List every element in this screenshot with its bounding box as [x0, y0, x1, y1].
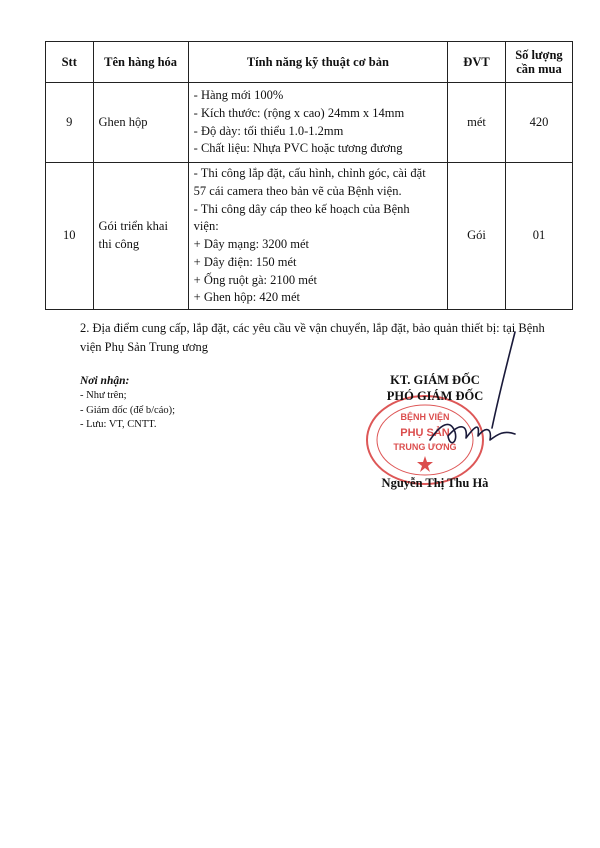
spec-line: - Kích thước: (rộng x cao) 24mm x 14mm	[193, 105, 405, 120]
spec-line: 57 cái camera theo bản vẽ của Bệnh viện.	[193, 183, 402, 198]
spec-line: - Chất liệu: Nhựa PVC hoặc tương đương	[193, 141, 403, 156]
stamp-line1: BỆNH VIỆN	[400, 412, 450, 422]
spec-line: + Ống ruột gà: 2100 mét	[193, 272, 318, 287]
header-spec: Tính năng kỹ thuật cơ bản	[188, 42, 447, 83]
header-name: Tên hàng hóa	[93, 42, 188, 83]
row-unit: Gói	[448, 163, 506, 310]
header-stt: Stt	[46, 42, 94, 83]
header-qty	[505, 42, 572, 83]
spec-line: + Ghen hộp: 420 mét	[193, 290, 301, 305]
delivery-location-note: 2. Địa điểm cung cấp, lắp đặt, các yêu cầu về vận chuyển, lắp đặt, bảo quản thiết bị: tại Bệnh viện Phụ Sản Trung ương	[80, 321, 545, 354]
spec-line: + Dây điện: 150 mét	[193, 254, 297, 269]
recipient-line: - Lưu: VT, CNTT.	[80, 419, 157, 431]
spec-line: viện:	[193, 219, 219, 234]
row-stt: 9	[46, 83, 94, 163]
table-header-row	[46, 42, 573, 83]
stamp-line3: TRUNG ƯƠNG	[393, 442, 457, 452]
row-qty: 01	[505, 163, 572, 310]
signature-title-line1: KT. GIÁM ĐỐC	[390, 373, 480, 387]
signature-title	[360, 373, 510, 404]
row-name: Gói triển khai thi công	[93, 163, 188, 310]
recipients-heading: Nơi nhận:	[80, 375, 130, 387]
header-qty-line1: Số lượng	[515, 47, 563, 62]
row-unit: mét	[448, 83, 506, 163]
signer-name: Nguyễn Thị Thu Hà	[381, 476, 489, 490]
spec-line: - Độ dày: tối thiểu 1.0-1.2mm	[193, 123, 344, 138]
table-row	[46, 83, 573, 163]
row-qty: 420	[505, 83, 572, 163]
spec-line: + Dây mạng: 3200 mét	[193, 237, 310, 251]
recipient-line: - Như trên;	[80, 390, 127, 402]
row-name: Ghen hộp	[93, 83, 188, 163]
row-stt: 10	[46, 163, 94, 310]
spec-table	[45, 41, 573, 310]
recipients-block	[80, 373, 280, 433]
signature-title-line2: PHÓ GIÁM ĐỐC	[386, 388, 484, 403]
table-row	[46, 163, 573, 310]
row-spec	[188, 83, 447, 163]
stamp-line2: PHỤ SẢN	[400, 427, 450, 439]
row-spec	[188, 163, 447, 310]
spec-line: - Thi công lắp đặt, cấu hình, chỉnh góc, cài đặt	[193, 166, 426, 180]
header-unit: ĐVT	[448, 42, 506, 83]
header-qty-line2: cần mua	[516, 62, 562, 76]
spec-line: - Thi công dây cáp theo kế hoạch của Bệnh	[193, 201, 410, 216]
spec-line: - Hàng mới 100%	[193, 88, 284, 102]
recipient-line: - Giám đốc (để b/cáo);	[80, 404, 176, 416]
